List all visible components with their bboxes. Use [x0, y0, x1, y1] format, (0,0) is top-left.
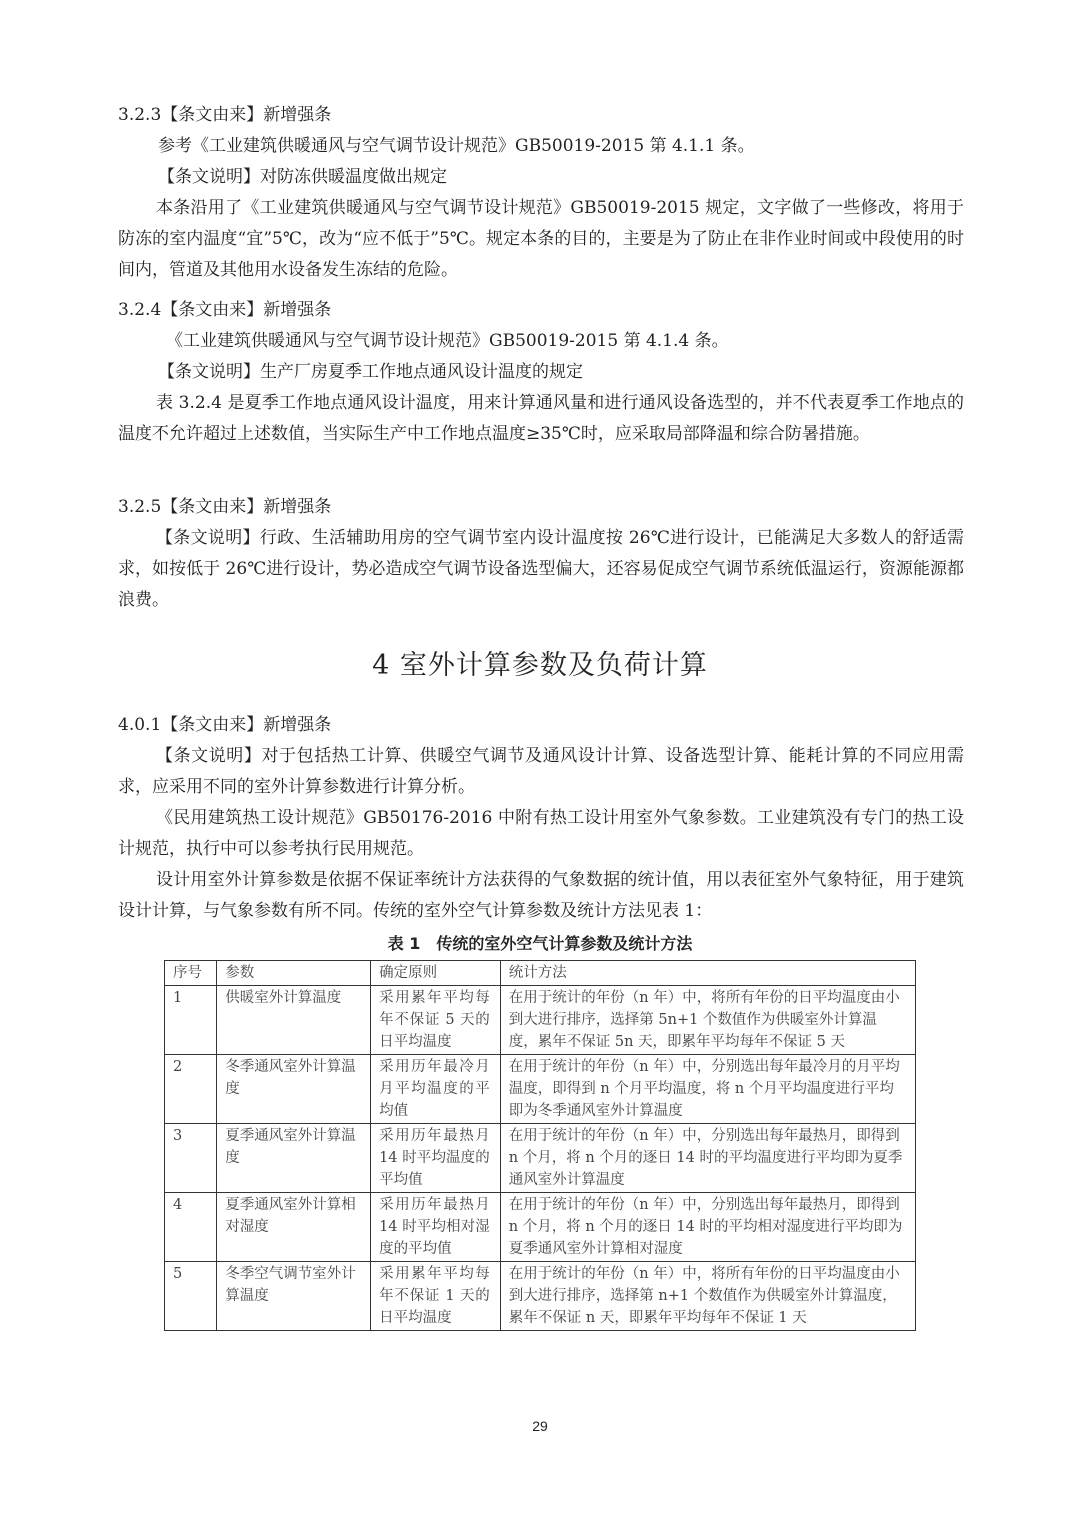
reference-line: 参考《工业建筑供暖通风与空气调节设计规范》GB50019-2015 第 4.1.1 条。	[158, 136, 755, 156]
explanation-paragraph: 本条沿用了《工业建筑供暖通风与空气调节设计规范》GB50019-2015 规定，文字做了一些修改，将用于防冻的室内温度“宜”5℃，改为“应不低于”5℃。规定本条的目的，主要是为了防止在非作业时间或中段使用的时间内，管道及其他用水设备发生冻结的危险。	[118, 198, 964, 280]
table-row	[165, 986, 916, 1055]
explanation-heading: 【条文说明】生产厂房夏季工作地点通风设计温度的规定	[158, 362, 583, 382]
cell-seq: 5	[165, 1262, 217, 1331]
cell-method: 在用于统计的年份（n 年）中，分别选出每年最冷月的月平均温度，即得到 n 个月平均温度，将 n 个月平均温度进行平均即为冬季通风室外计算温度	[500, 1055, 915, 1124]
reference-line: 《工业建筑供暖通风与空气调节设计规范》GB50019-2015 第 4.1.4 条。	[166, 331, 729, 351]
cell-rule: 采用累年平均每年不保证 1 天的日平均温度	[371, 1262, 501, 1331]
cell-rule: 采用累年平均每年不保证 5 天的日平均温度	[371, 986, 501, 1055]
page-number: 29	[532, 1418, 548, 1434]
parameters-table	[164, 960, 916, 1331]
table-caption: 表 1 传统的室外空气计算参数及统计方法	[387, 934, 693, 953]
cell-rule: 采用历年最热月 14 时平均相对湿度的平均值	[371, 1193, 501, 1262]
table-row	[165, 1262, 916, 1331]
cell-param: 供暖室外计算温度	[217, 986, 371, 1055]
body-paragraph: 设计用室外计算参数是依据不保证率统计方法获得的气象数据的统计值，用以表征室外气象特征，用于建筑设计计算，与气象参数有所不同。传统的室外空气计算参数及统计方法见表 1：	[118, 870, 964, 921]
explanation-paragraph: 【条文说明】对于包括热工计算、供暖空气调节及通风设计计算、设备选型计算、能耗计算的不同应用需求，应采用不同的室外计算参数进行计算分析。	[118, 746, 964, 797]
table-row	[165, 1193, 916, 1262]
cell-param: 夏季通风室外计算温度	[217, 1124, 371, 1193]
cell-method: 在用于统计的年份（n 年）中，分别选出每年最热月，即得到 n 个月，将 n 个月的逐日 14 时的平均相对湿度进行平均即为夏季通风室外计算相对湿度	[500, 1193, 915, 1262]
cell-param: 冬季通风室外计算温度	[217, 1055, 371, 1124]
section-3-2-5	[118, 492, 964, 616]
section-heading: 4.0.1【条文由来】新增强条	[118, 715, 332, 735]
explanation-paragraph: 【条文说明】行政、生活辅助用房的空气调节室内设计温度按 26℃进行设计，已能满足大多数人的舒适需求，如按低于 26℃进行设计，势必造成空气调节设备选型偏大，还容易促成空气调节系统低温运行，资源能源都浪费。	[118, 528, 964, 610]
section-3-2-4	[118, 295, 964, 450]
body-paragraph: 《民用建筑热工设计规范》GB50176-2016 中附有热工设计用室外气象参数。工业建筑没有专门的热工设计规范，执行中可以参考执行民用规范。	[118, 808, 964, 859]
cell-method: 在用于统计的年份（n 年）中，将所有年份的日平均温度由小到大进行排序，选择第 n+1 个数值作为供暖室外计算温度，累年不保证 n 天，即累年平均每年不保证 1 天	[500, 1262, 915, 1331]
table-header-row	[165, 961, 916, 986]
section-4-0-1	[118, 710, 964, 927]
section-heading: 3.2.4【条文由来】新增强条	[118, 300, 332, 320]
cell-rule: 采用历年最冷月月平均温度的平均值	[371, 1055, 501, 1124]
cell-method: 在用于统计的年份（n 年）中，将所有年份的日平均温度由小到大进行排序，选择第 5n+1 个数值作为供暖室外计算温度，累年不保证 5n 天，即累年平均每年不保证 5 天	[500, 986, 915, 1055]
header-rule: 确定原则	[371, 961, 501, 986]
cell-seq: 3	[165, 1124, 217, 1193]
table-row	[165, 1055, 916, 1124]
explanation-heading: 【条文说明】对防冻供暖温度做出规定	[158, 167, 447, 187]
header-method: 统计方法	[500, 961, 915, 986]
table-row	[165, 1124, 916, 1193]
cell-param: 冬季空气调节室外计算温度	[217, 1262, 371, 1331]
section-3-2-3	[118, 100, 964, 286]
cell-method: 在用于统计的年份（n 年）中，分别选出每年最热月，即得到 n 个月，将 n 个月的逐日 14 时的平均温度进行平均即为夏季通风室外计算温度	[500, 1124, 915, 1193]
chapter-title: 4 室外计算参数及负荷计算	[372, 650, 708, 681]
cell-param: 夏季通风室外计算相对湿度	[217, 1193, 371, 1262]
explanation-paragraph: 表 3.2.4 是夏季工作地点通风设计温度，用来计算通风量和进行通风设备选型的，并不代表夏季工作地点的温度不允许超过上述数值，当实际生产中工作地点温度≥35℃时，应采取局部降温和综合防暑措施。	[118, 393, 964, 444]
header-seq: 序号	[165, 961, 217, 986]
cell-seq: 1	[165, 986, 217, 1055]
section-heading: 3.2.5【条文由来】新增强条	[118, 497, 332, 517]
header-param: 参数	[217, 961, 371, 986]
cell-seq: 2	[165, 1055, 217, 1124]
section-heading: 3.2.3【条文由来】新增强条	[118, 105, 332, 125]
cell-rule: 采用历年最热月 14 时平均温度的平均值	[371, 1124, 501, 1193]
cell-seq: 4	[165, 1193, 217, 1262]
